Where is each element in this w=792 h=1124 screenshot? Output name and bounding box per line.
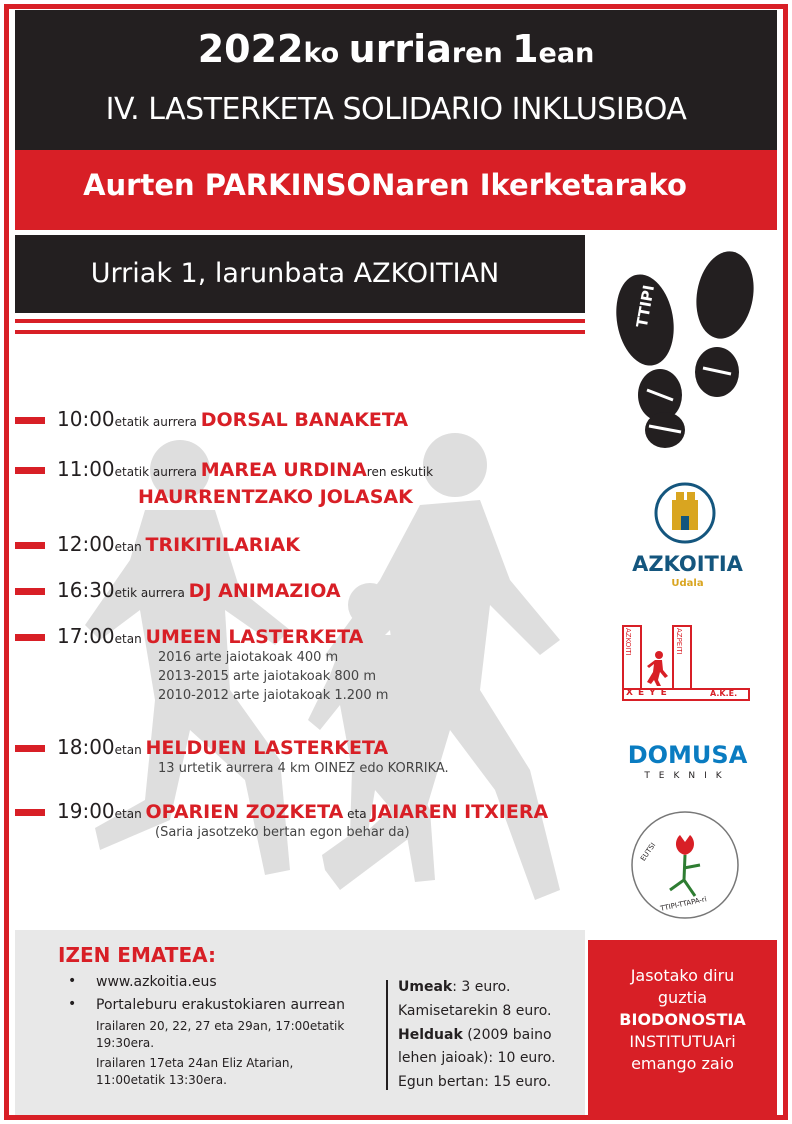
- registration-schedule-4: 11:00etatik 13:30era.: [96, 1073, 227, 1087]
- registration-web-link[interactable]: www.azkoitia.eus: [96, 974, 217, 990]
- donation-text: [588, 965, 777, 1075]
- schedule-item: [15, 797, 585, 847]
- azkoitia-emblem: [654, 482, 716, 544]
- donation-line-bold: BIODONOSTIA: [619, 1010, 746, 1029]
- registration-schedule-2: 19:30era.: [96, 1036, 155, 1050]
- donation-line: guztia: [657, 988, 708, 1007]
- xeye-right-text: AZPEITI: [675, 628, 683, 655]
- date-suffix-2: ren: [451, 38, 513, 69]
- date-bar-text: Urriak 1, larunbata AZKOITIAN: [90, 258, 500, 289]
- schedule-line: 18:00etan HELDUEN LASTERKETA: [57, 735, 389, 759]
- footprints-logo: [605, 250, 765, 450]
- bullet-dash: [15, 809, 45, 816]
- schedule-line: 12:00etan TRIKITILARIAK: [57, 532, 300, 556]
- bullet-dash: [15, 745, 45, 752]
- schedule-line: 19:00etan OPARIEN ZOZKETA eta JAIAREN ITXIERA: [57, 799, 549, 823]
- schedule-item: [15, 622, 585, 712]
- schedule-item: [15, 405, 585, 435]
- price-kids: Umeak: 3 euro.: [398, 979, 511, 995]
- donation-line: emango zaio: [631, 1054, 734, 1073]
- eutsi-top-text: EUTSI: [639, 841, 658, 863]
- domusa-sub: TEKNIK: [644, 771, 731, 781]
- price-divider: [386, 980, 388, 1090]
- schedule-note: 2010-2012 arte jaiotakoak 1.200 m: [158, 688, 389, 703]
- ttipi-text: TTIPI: [632, 283, 659, 329]
- schedule-note: (Saria jasotzeko bertan egon behar da): [155, 825, 410, 840]
- bullet-dot: •: [68, 973, 77, 989]
- schedule-note: 2016 arte jaiotakoak 400 m: [158, 650, 339, 665]
- schedule-item: [15, 576, 585, 606]
- bullet-dot: •: [68, 996, 77, 1012]
- date-suffix-1: ko: [303, 38, 349, 69]
- event-subtitle: Aurten PARKINSONaren Ikerketarako: [83, 168, 687, 202]
- donation-line: Jasotako diru: [630, 966, 735, 985]
- date-day: 1: [512, 27, 539, 71]
- registration-schedule-1: Irailaren 20, 22, 27 eta 29an, 17:00etatik: [96, 1019, 345, 1033]
- schedule-note: 13 urtetik aurrera 4 km OINEZ edo KORRIKA.: [158, 761, 449, 776]
- runner-icon: [645, 650, 669, 686]
- date-suffix-3: ean: [538, 38, 595, 69]
- donation-line: INSTITUTUAri: [629, 1032, 736, 1051]
- azkoitia-name: AZKOITIA: [632, 552, 743, 576]
- bullet-dash: [15, 417, 45, 424]
- schedule-item: [15, 733, 585, 783]
- event-title: IV. LASTERKETA SOLIDARIO INKLUSIBOA: [105, 92, 687, 127]
- schedule-line: 17:00etan UMEEN LASTERKETA: [57, 624, 364, 648]
- bullet-dash: [15, 542, 45, 549]
- azkoitia-sub: Udala: [671, 578, 704, 589]
- date-month: urria: [348, 27, 452, 71]
- domusa-name: DOMUSA: [627, 741, 748, 769]
- registration-schedule-3: Irailaren 17eta 24an Eliz Atarian,: [96, 1056, 294, 1070]
- red-rule-1: [15, 319, 585, 323]
- schedule-note: 2013-2015 arte jaiotakoak 800 m: [158, 669, 376, 684]
- eutsi-bottom-text: TTIPI-TTAPA-ri: [659, 895, 708, 913]
- price-adults: Helduak (2009 baino: [398, 1027, 552, 1043]
- registration-place: Portaleburu erakustokiaren aurrean: [96, 997, 345, 1013]
- bullet-dash: [15, 634, 45, 641]
- xeye-suffix: A.K.E.: [710, 689, 738, 698]
- schedule-line-2: HAURRENTZAKO JOLASAK: [138, 486, 413, 508]
- schedule-line: 11:00etatik aurrera MAREA URDINAren eskutik: [57, 457, 434, 481]
- xeye-left-text: AZKOITI: [624, 628, 632, 656]
- bullet-dash: [15, 467, 45, 474]
- red-rule-2: [15, 330, 585, 334]
- xeye-bottom-text: XEYE: [626, 688, 672, 698]
- bullet-dash: [15, 588, 45, 595]
- event-date-heading: [15, 27, 777, 71]
- price-adults-2: lehen jaioak): 10 euro.: [398, 1050, 556, 1066]
- price-same-day: Egun bertan: 15 euro.: [398, 1074, 552, 1090]
- schedule-line: 10:00etatik aurrera DORSAL BANAKETA: [57, 407, 409, 431]
- registration-title: IZEN EMATEA:: [58, 943, 216, 967]
- price-kids-shirt: Kamisetarekin 8 euro.: [398, 1003, 552, 1019]
- date-year: 2022: [197, 27, 304, 71]
- schedule-item: [15, 530, 585, 560]
- schedule-line: 16:30etik aurrera DJ ANIMAZIOA: [57, 578, 341, 602]
- schedule-item: [15, 455, 585, 510]
